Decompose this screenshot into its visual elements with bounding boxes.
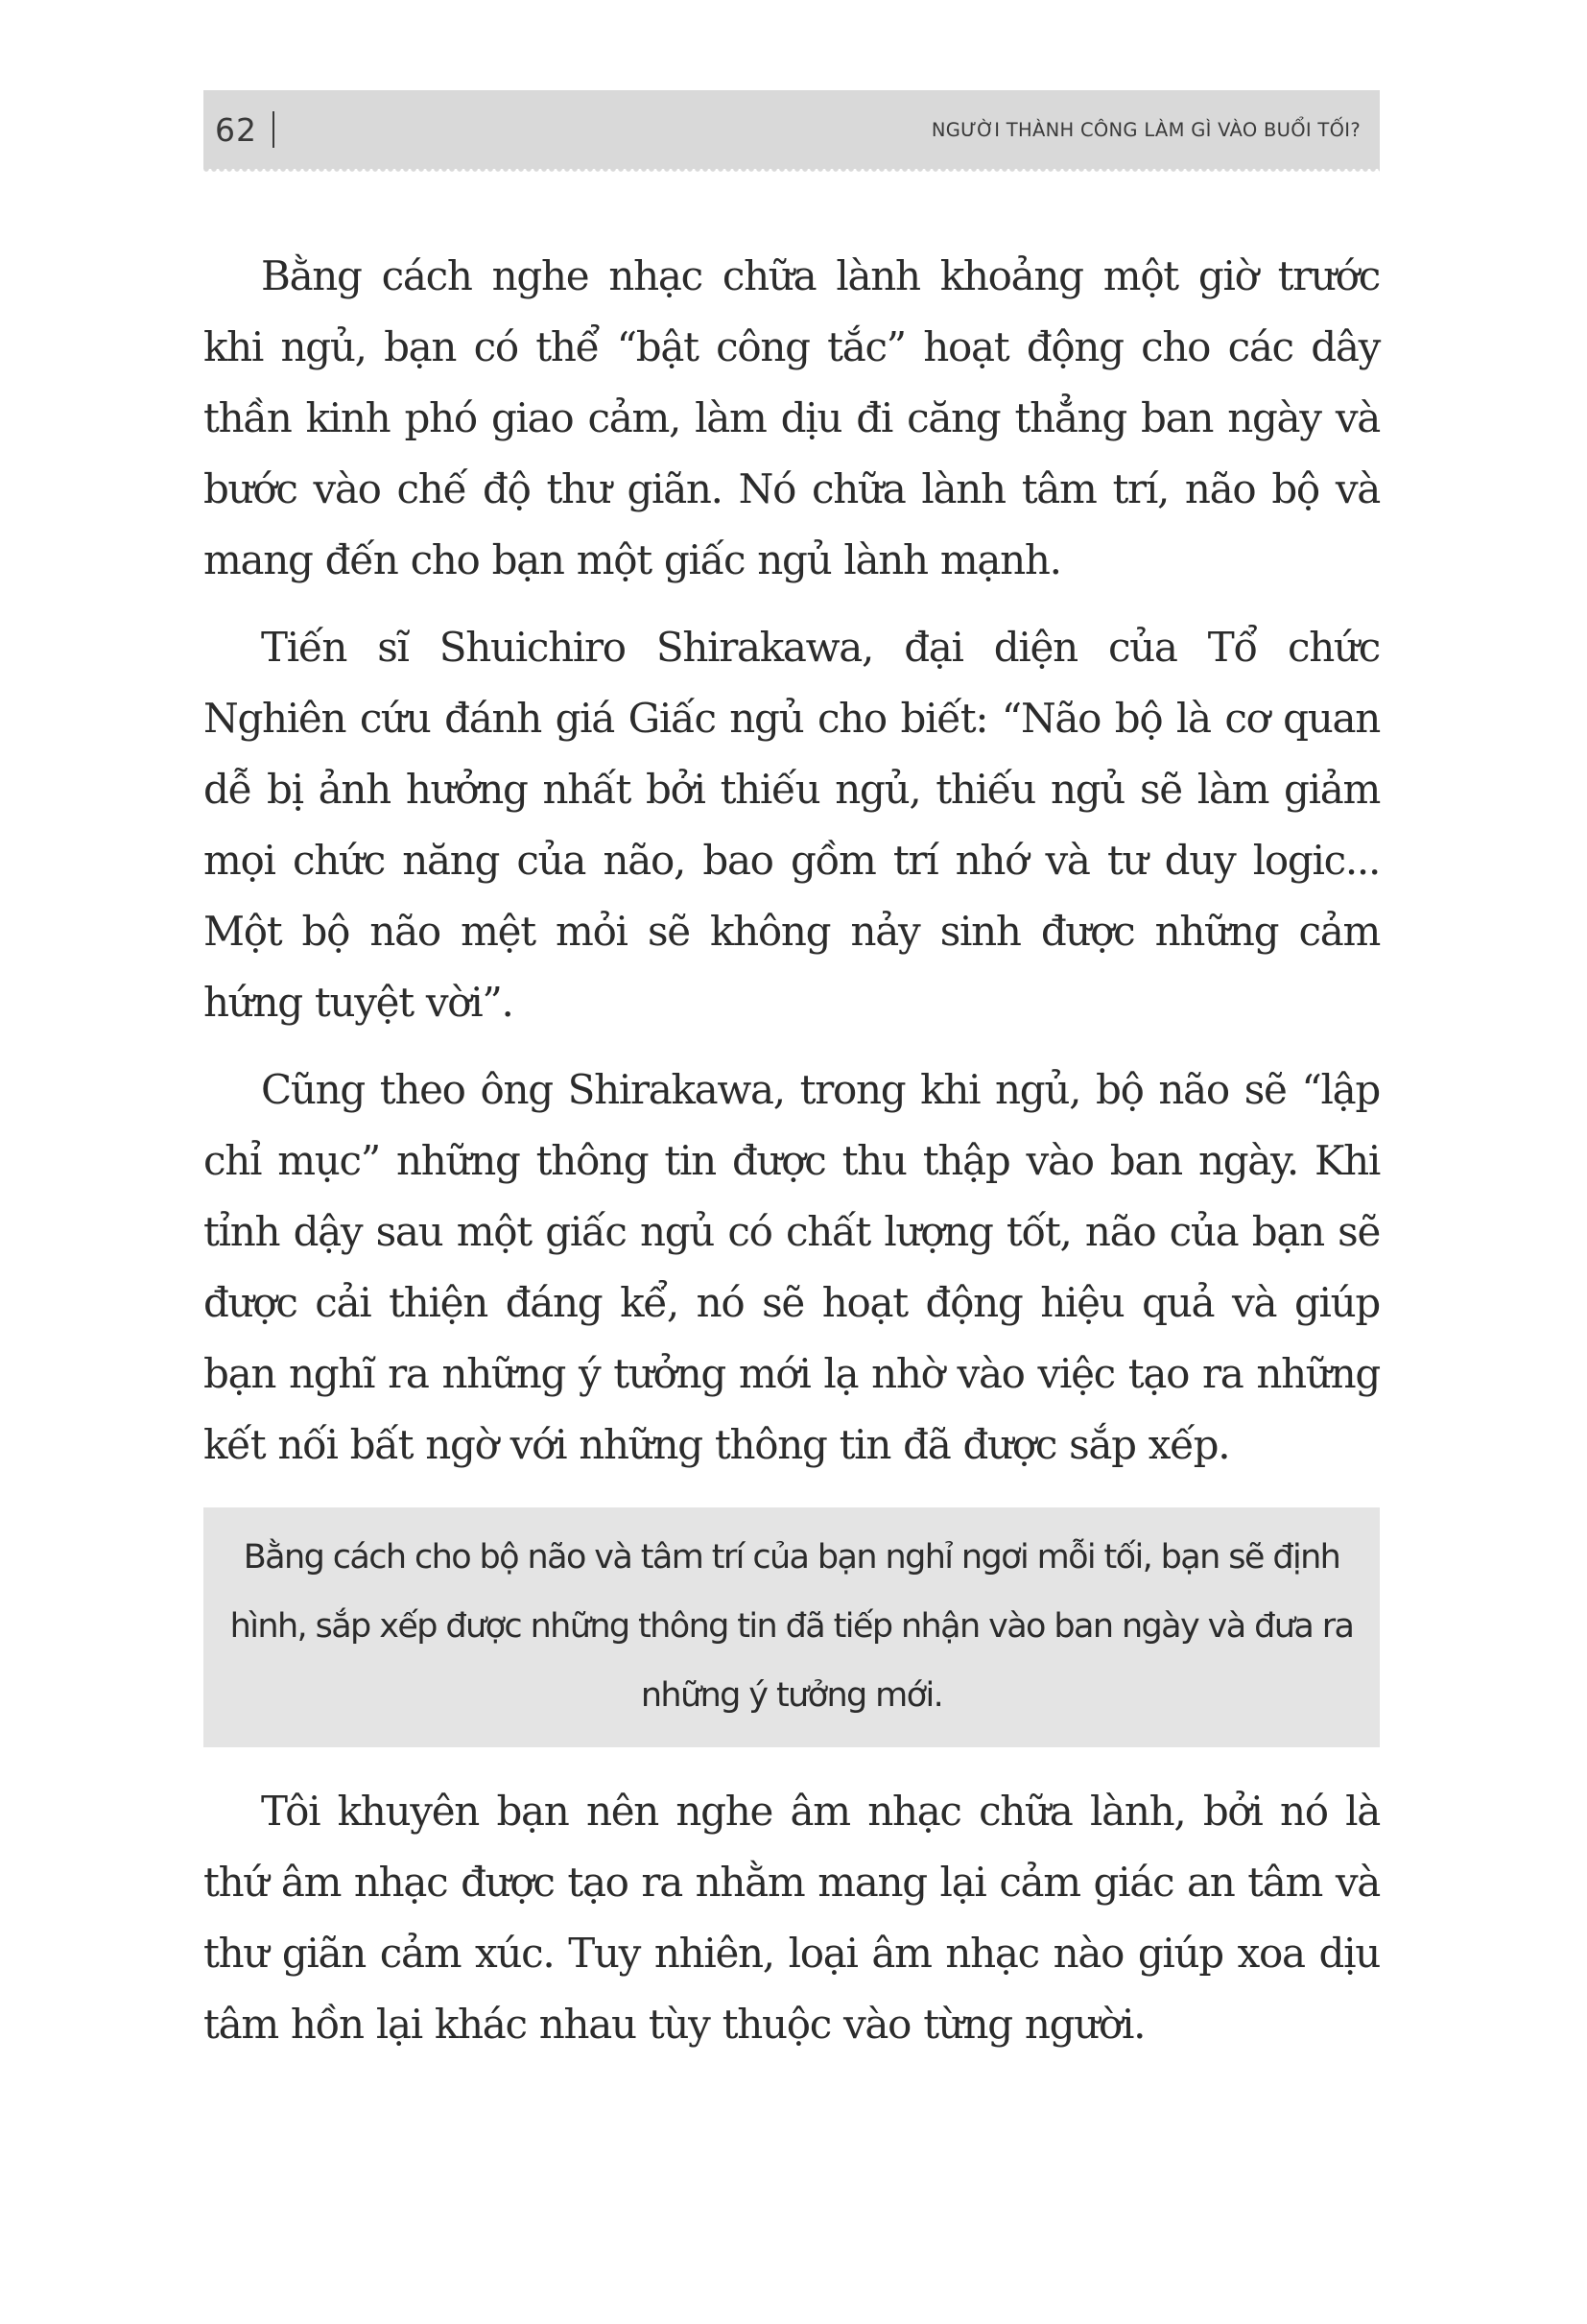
paragraph-2: Tiến sĩ Shuichiro Shirakawa, đại diện của Tổ chức Nghiên cứu đánh giá Giấc ngủ cho biết: “Não bộ là cơ quan dễ bị ảnh hưởng nhất bởi thiếu ngủ, thiếu ngủ sẽ làm giảm mọi chức năng của não, bao gồm trí nhớ và tư duy logic... Một bộ não mệt mỏi sẽ không nảy sinh được những cảm hứng tuyệt vời”. <box>203 624 1380 1026</box>
paragraph-3: Cũng theo ông Shirakawa, trong khi ngủ, bộ não sẽ “lập chỉ mục” những thông tin được thu thập vào ban ngày. Khi tỉnh dậy sau một giấc ngủ có chất lượng tốt, não của bạn sẽ được cải thiện đáng kể, nó sẽ hoạt động hiệu quả và giúp bạn nghĩ ra những ý tưởng mới lạ nhờ vào việc tạo ra những kết nối bất ngờ với những thông tin đã được sắp xếp. <box>203 1066 1380 1468</box>
callout-box <box>203 1507 1380 1747</box>
header-divider <box>272 111 274 148</box>
paragraph-4: Tôi khuyên bạn nên nghe âm nhạc chữa lành, bởi nó là thứ âm nhạc được tạo ra nhằm mang lại cảm giác an tâm và thư giãn cảm xúc. Tuy nhiên, loại âm nhạc nào giúp xoa dịu tâm hồn lại khác nhau tùy thuộc vào từng người. <box>203 1788 1380 2048</box>
callout-text: Bằng cách cho bộ não và tâm trí của bạn nghỉ ngơi mỗi tối, bạn sẽ định hình, sắp xếp được những thông tin đã tiếp nhận vào ban ngày và đưa ra những ý tưởng mới. <box>229 1538 1354 1715</box>
paragraph-1: Bằng cách nghe nhạc chữa lành khoảng một giờ trước khi ngủ, bạn có thể “bật công tắc” hoạt động cho các dây thần kinh phó giao cảm, làm dịu đi căng thẳng ban ngày và bước vào chế độ thư giãn. Nó chữa lành tâm trí, não bộ và mang đến cho bạn một giấc ngủ lành mạnh. <box>203 252 1380 583</box>
page-body <box>203 241 1380 2076</box>
page-number: 62 <box>215 110 257 149</box>
page-header <box>203 90 1380 169</box>
running-title: NGƯỜI THÀNH CÔNG LÀM GÌ VÀO BUỔI TỐI? <box>931 118 1361 141</box>
